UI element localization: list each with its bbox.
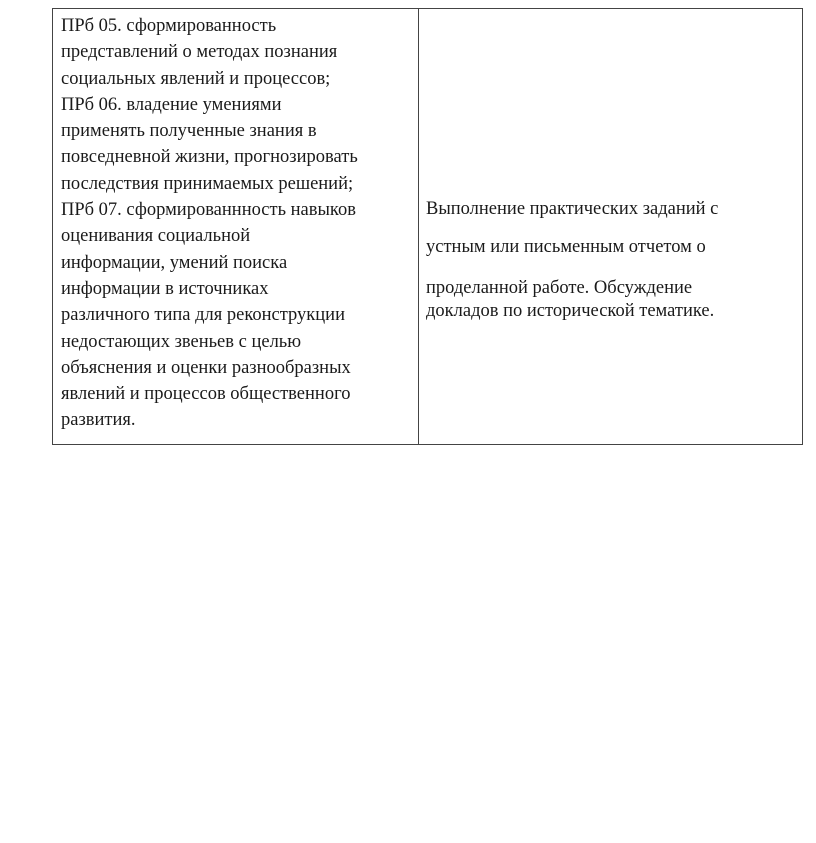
- results-line: информации в источниках: [61, 278, 269, 299]
- results-cell: [53, 9, 419, 445]
- results-text: [53, 9, 418, 434]
- assessment-methods-text: [426, 197, 796, 323]
- results-line: информации, умений поиска: [61, 252, 288, 273]
- results-line: ПРб 06. владение умениями: [61, 94, 282, 115]
- results-line: ПРб 05. сформированность: [61, 16, 277, 36]
- results-line: повседневной жизни, прогнозировать: [61, 147, 358, 168]
- assessment-table: [52, 8, 803, 445]
- results-line: различного типа для реконструкции: [61, 305, 345, 326]
- results-line: явлений и процессов общественного: [61, 384, 351, 405]
- methods-line: докладов по исторической тематике.: [426, 301, 715, 321]
- results-line: применять полученные знания в: [61, 121, 317, 142]
- methods-line: проделанной работе. Обсуждение: [426, 278, 693, 298]
- results-line: развития.: [61, 410, 136, 431]
- results-line: объяснения и оценки разнообразных: [61, 357, 351, 378]
- methods-line: устным или письменным отчетом о: [426, 237, 706, 257]
- assessment-methods-cell: [419, 9, 803, 445]
- results-line: оценивания социальной: [61, 226, 251, 247]
- results-line: ПРб 07. сформированнность навыков: [61, 200, 356, 221]
- table-row: [53, 9, 803, 445]
- results-line: социальных явлений и процессов;: [61, 68, 331, 89]
- results-line: последствия принимаемых решений;: [61, 173, 354, 194]
- methods-line: Выполнение практических заданий с: [426, 199, 719, 219]
- results-line: представлений о методах познания: [61, 42, 338, 63]
- results-line: недостающих звеньев с целью: [61, 331, 302, 352]
